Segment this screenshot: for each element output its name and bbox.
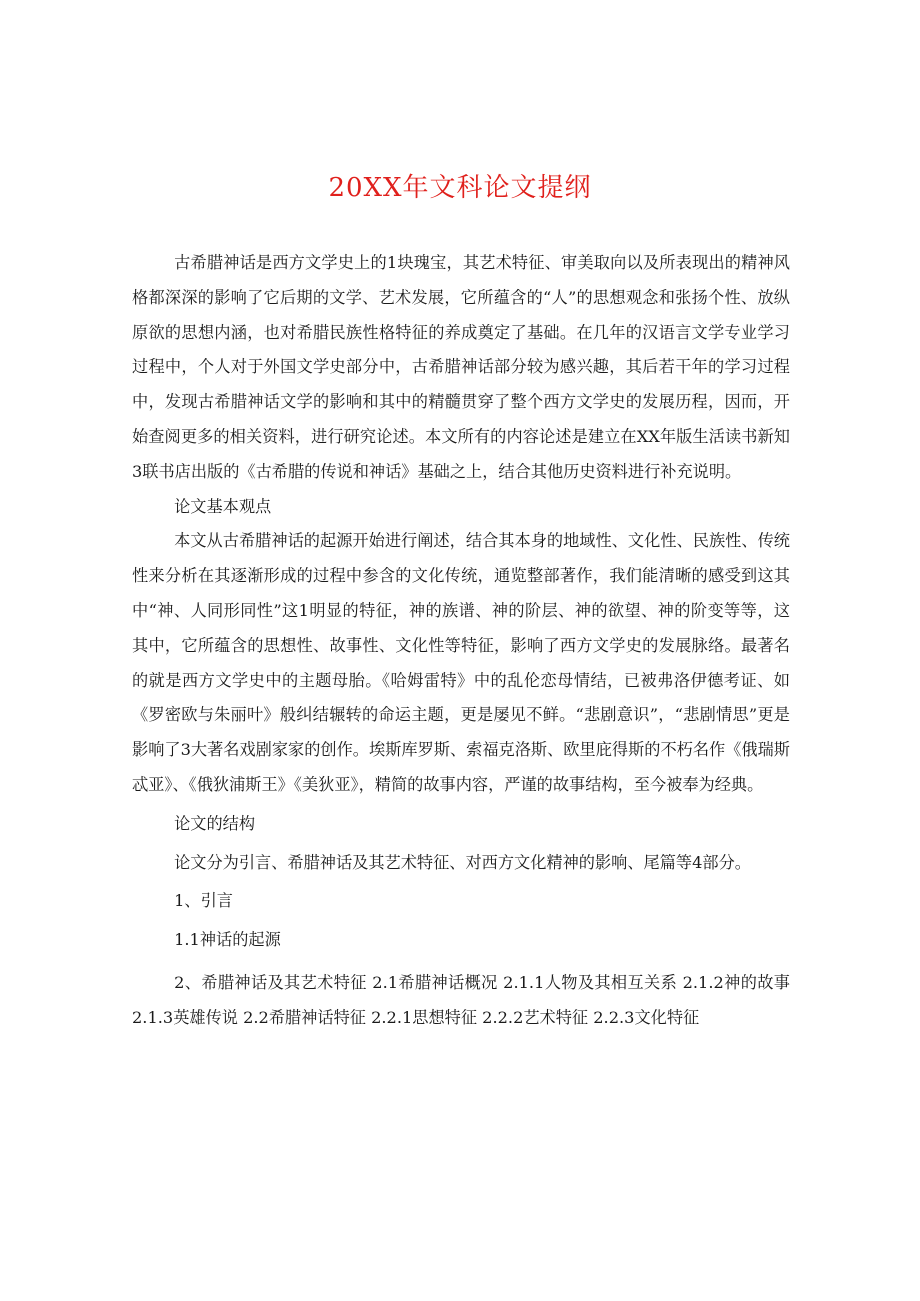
outline-item-myth-origin: 1.1神话的起源: [174, 930, 281, 950]
section-heading-structure: 论文的结构: [174, 813, 256, 833]
outline-item-greek-myth-features: 2、希腊神话及其艺术特征 2.1希腊神话概况 2.1.1人物及其相互关系 2.1.2神的故事 2.1.3英雄传说 2.2希腊神话特征 2.2.1思想特征 2.2.2艺术特征 2.2.3文化特征: [132, 972, 790, 1027]
document-body: [132, 246, 790, 1036]
intro-paragraph: 古希腊神话是西方文学史上的1块瑰宝，其艺术特征、审美取向以及所表现出的精神风格都深深的影响了它后期的文学、艺术发展，它所蕴含的“人”的思想观念和张扬个性、放纵原欲的思想内涵，也对希腊民族性格特征的养成奠定了基础。在几年的汉语言文学专业学习过程中，个人对于外国文学史部分中，古希腊神话部分较为感兴趣，其后若干年的学习过程中，发现古希腊神话文学的影响和其中的精髓贯穿了整个西方文学史的发展历程，因而，开始查阅更多的相关资料，进行研究论述。本文所有的内容论述是建立在XX年版生活读书新知3联书店出版的《古希腊的传说和神话》基础之上，结合其他历史资料进行补充说明。: [132, 253, 790, 481]
structure-paragraph: 论文分为引言、希腊神话及其艺术特征、对西方文化精神的影响、尾篇等4部分。: [174, 852, 751, 872]
document-title: 20XX年文科论文提纲: [328, 173, 592, 203]
viewpoint-paragraph: 本文从古希腊神话的起源开始进行阐述，结合其本身的地域性、文化性、民族性、传统性来分析在其逐渐形成的过程中参含的文化传统，通览整部著作，我们能清晰的感受到这其中“神、人同形同性”这1明显的特征，神的族谱、神的阶层、神的欲望、神的阶变等等，这其中，它所蕴含的思想性、故事性、文化性等特征，影响了西方文学史的发展脉络。最著名的就是西方文学史中的主题母胎。《哈姆雷特》中的乱伦恋母情结，已被弗洛伊德考证、如《罗密欧与朱丽叶》般纠结辗转的命运主题，更是屡见不鲜。“悲剧意识”，“悲剧情思”更是影响了3大著名戏剧家家的创作。埃斯库罗斯、索福克洛斯、欧里庇得斯的不朽名作《俄瑞斯忒亚》、《俄狄浦斯王》《美狄亚》，精简的故事内容，严谨的故事结构，至今被奉为经典。: [132, 531, 790, 794]
outline-item-introduction: 1、引言: [174, 891, 233, 911]
section-heading-basic-viewpoint: 论文基本观点: [174, 496, 272, 516]
